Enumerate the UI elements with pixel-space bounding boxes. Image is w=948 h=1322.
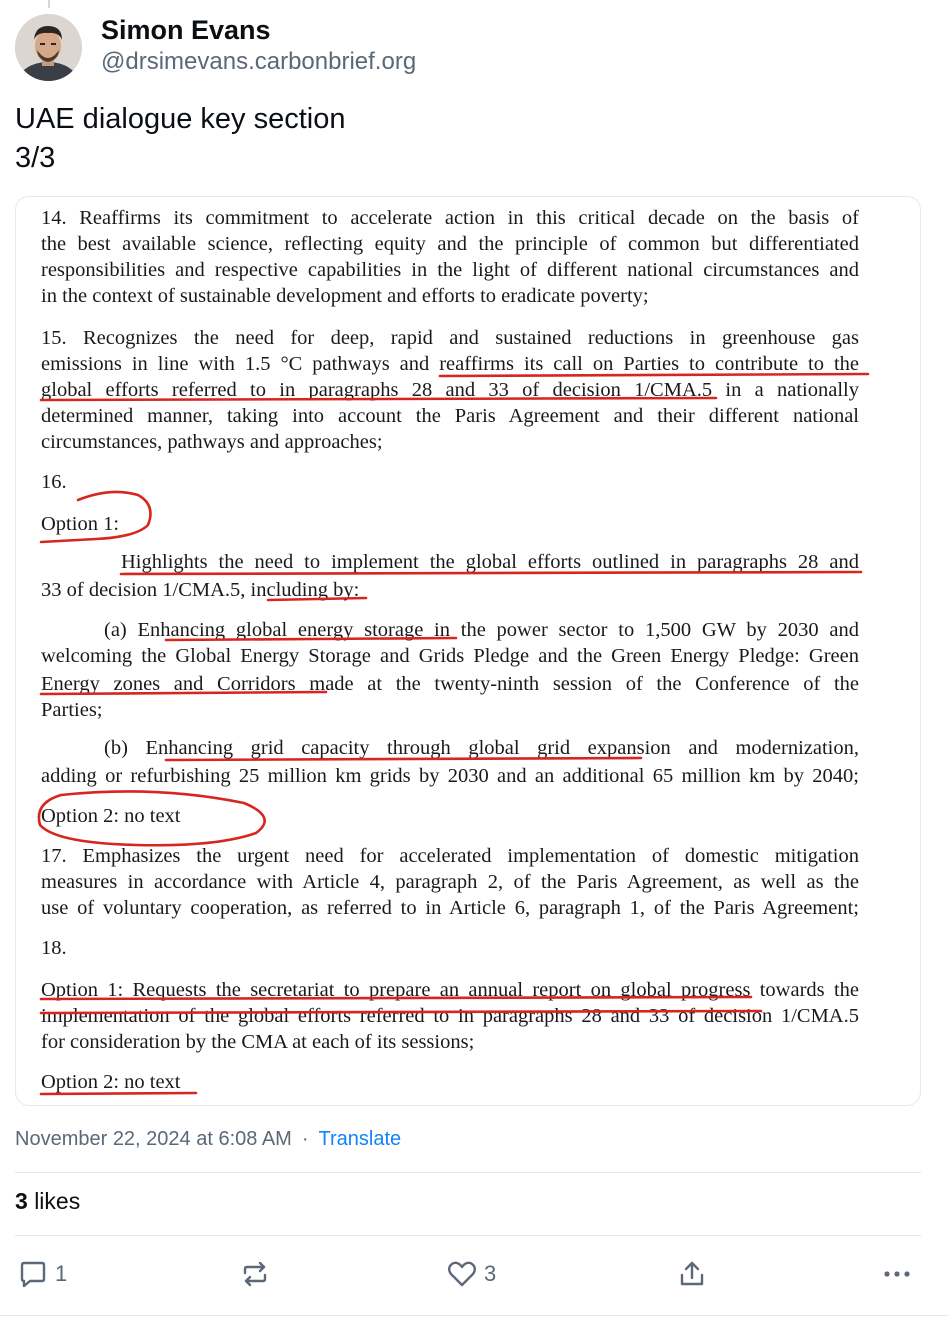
document-line: circumstances, pathways and approaches; — [41, 431, 383, 453]
document-scan — [16, 197, 921, 1106]
document-line: emissions in line with 1.5 °C pathways and reaffirms its call on Parties to contribute to the — [41, 353, 859, 375]
document-line: use of voluntary cooperation, as referred to in Article 6, paragraph 1, of the Paris Agreement; — [41, 897, 859, 919]
document-line: 33 of decision 1/CMA.5, including by: — [41, 579, 360, 601]
document-line: (b) Enhancing grid capacity through global grid expansion and modernization, — [104, 737, 859, 759]
reply-icon — [17, 1258, 49, 1290]
like-button[interactable] — [446, 1258, 496, 1290]
document-line: responsibilities and respective capabilities in the light of different national circumstances and — [41, 259, 859, 281]
document-line: measures in accordance with Article 4, paragraph 2, of the Paris Agreement, as well as the — [41, 871, 859, 893]
post-meta — [15, 1128, 401, 1151]
share-icon — [676, 1258, 708, 1290]
author-handle[interactable]: @drsimevans.carbonbrief.org — [101, 47, 417, 75]
document-line: the best available science, reflecting equity and the principle of common but differentiated — [41, 233, 859, 255]
document-line: 17. Emphasizes the urgent need for accelerated implementation of domestic mitigation — [41, 845, 859, 867]
post-header — [15, 14, 416, 81]
translate-link[interactable]: Translate — [318, 1128, 402, 1150]
action-bar — [0, 1252, 948, 1298]
avatar-image — [15, 14, 82, 81]
post-text-line: UAE dialogue key section — [15, 103, 346, 135]
likes-count: 3 — [15, 1188, 28, 1214]
document-line: 18. — [41, 937, 67, 959]
document-line: adding or refurbishing 25 million km grids by 2030 and an additional 65 million km by 2040; — [41, 765, 859, 787]
document-line: for consideration by the CMA at each of its sessions; — [41, 1031, 475, 1053]
document-line: implementation of the global efforts referred to in paragraphs 28 and 33 of decision 1/CMA.5 — [41, 1005, 859, 1027]
reply-count: 1 — [55, 1261, 68, 1286]
reply-button[interactable] — [17, 1258, 67, 1290]
post-text-line: 3/3 — [15, 142, 56, 174]
divider — [15, 1235, 921, 1236]
thread-connector-line — [48, 0, 50, 8]
avatar[interactable] — [15, 14, 82, 81]
document-line: Option 2: no text — [41, 805, 181, 827]
repost-icon — [239, 1258, 271, 1290]
document-line: in the context of sustainable development and efforts to eradicate poverty; — [41, 285, 649, 307]
more-icon — [881, 1258, 913, 1290]
timestamp[interactable]: November 22, 2024 at 6:08 AM — [15, 1128, 292, 1150]
document-line: 15. Recognizes the need for deep, rapid and sustained reductions in greenhouse gas — [41, 327, 859, 349]
author-name[interactable]: Simon Evans — [101, 14, 271, 45]
document-line: Energy zones and Corridors made at the twenty-ninth session of the Conference of the — [41, 673, 859, 695]
divider — [15, 1172, 921, 1173]
document-line: determined manner, taking into account the Paris Agreement and their different national — [41, 405, 859, 427]
document-line: Parties; — [41, 699, 103, 721]
document-line: Highlights the need to implement the global efforts outlined in paragraphs 28 and — [121, 551, 859, 573]
share-button[interactable] — [676, 1258, 708, 1290]
document-line: Option 1: — [41, 513, 120, 535]
document-line: global efforts referred to in paragraphs 28 and 33 of decision 1/CMA.5 in a nationally — [41, 379, 859, 401]
post-text — [15, 100, 345, 178]
more-options-button[interactable] — [881, 1258, 913, 1290]
likes-label: likes — [34, 1188, 81, 1214]
document-line: Option 1: Requests the secretariat to prepare an annual report on global progress towards the — [41, 979, 859, 1001]
likes-summary[interactable] — [15, 1188, 80, 1215]
document-line: (a) Enhancing global energy storage in the power sector to 1,500 GW by 2030 and — [104, 619, 859, 641]
repost-button[interactable] — [239, 1258, 271, 1290]
embedded-image[interactable] — [15, 196, 921, 1106]
document-line: welcoming the Global Energy Storage and Grids Pledge and the Green Energy Pledge: Green — [41, 645, 859, 667]
document-line: Option 2: no text — [41, 1071, 181, 1093]
meta-separator: · — [301, 1128, 309, 1150]
document-line: 14. Reaffirms its commitment to accelerate action in this critical decade on the basis of — [41, 207, 859, 229]
document-line: 16. — [41, 471, 67, 493]
heart-icon — [446, 1258, 478, 1290]
like-count: 3 — [484, 1261, 497, 1286]
bottom-divider — [0, 1315, 948, 1316]
